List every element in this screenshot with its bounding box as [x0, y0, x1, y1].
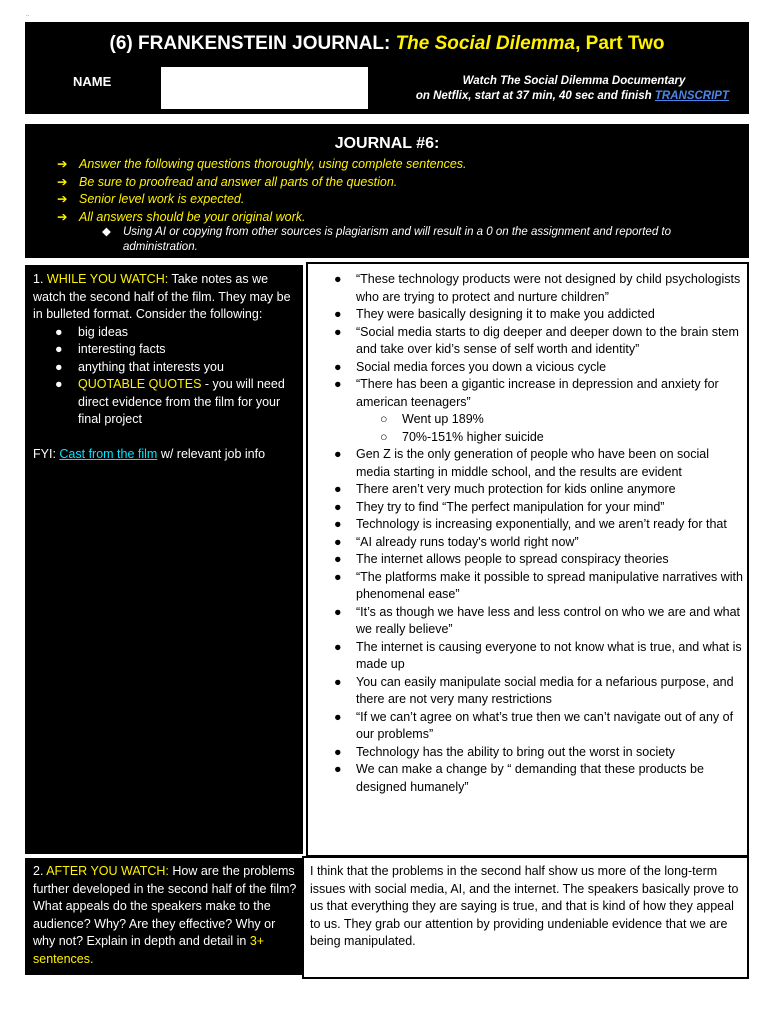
bullet-icon: ● — [334, 534, 342, 549]
note-text: “It’s as though we have less and less control on who we are and what we really believe” — [356, 604, 741, 636]
list-item — [334, 359, 744, 377]
list-item — [334, 516, 744, 534]
question-label: AFTER YOU WATCH: — [46, 864, 169, 878]
list-item — [334, 376, 744, 411]
diamond-bullet-icon: ◆ — [102, 226, 111, 238]
watch-line-2-text: on Netflix, start at 37 min, 40 sec and finish — [415, 90, 655, 102]
notes-list — [334, 271, 744, 796]
list-item-text: interesting facts — [78, 342, 166, 356]
list-item — [334, 551, 744, 569]
fyi-suffix: w/ relevant job info — [157, 446, 266, 461]
note-text: Gen Z is the only generation of people who have been on social media starting in middle school, and the results are evident — [356, 447, 710, 479]
bullet-icon: ● — [334, 762, 342, 776]
list-item — [334, 709, 744, 744]
list-item-text: big ideas — [78, 324, 129, 339]
list-item — [334, 499, 744, 517]
instruction-item — [57, 174, 737, 192]
quotable-quotes-label: QUOTABLE QUOTES — [78, 377, 202, 391]
note-text: Technology is increasing exponentially, and we aren’t ready for that — [356, 517, 727, 531]
bullet-icon: ● — [334, 499, 342, 514]
note-text: We can make a change by “ demanding that these products be designed humanely” — [356, 762, 704, 794]
note-text: “Social media starts to dig deeper and deeper down to the brain stem and take over kid’s sense of self worth and identity” — [356, 324, 739, 356]
note-text: They try to find “The perfect manipulation for your mind” — [356, 499, 665, 514]
note-text: You can easily manipulate social media for a nefarious purpose, and there are not very many restrictions — [356, 674, 734, 706]
bullet-icon: ● — [334, 377, 342, 391]
quotable-quotes-text: - you will need direct evidence from the film for your final project — [78, 377, 285, 426]
corner-mark: .. — [26, 12, 30, 18]
instruction-item — [57, 156, 737, 174]
note-text: The internet is causing everyone to not know what is true, and what is made up — [356, 639, 742, 671]
bullet-icon: ● — [334, 324, 342, 339]
instruction-text: Answer the following questions thoroughly, using complete sentences. — [79, 157, 467, 171]
list-item — [334, 744, 744, 762]
arrow-icon: ➔ — [57, 192, 68, 206]
list-item — [334, 761, 744, 796]
list-item — [334, 604, 744, 639]
bullet-icon: ● — [334, 447, 342, 461]
journal-instructions — [25, 124, 749, 258]
journal-title: JOURNAL #6: — [334, 135, 440, 152]
title-suffix: , Part Two — [575, 33, 665, 54]
list-item — [334, 481, 744, 499]
list-item — [33, 341, 295, 359]
bullet-icon: ● — [334, 359, 342, 374]
instruction-list — [57, 156, 737, 226]
list-item — [33, 324, 295, 342]
question-1-answer[interactable] — [306, 262, 749, 857]
question-2-answer[interactable] — [302, 856, 749, 979]
bullet-icon: ● — [55, 342, 63, 356]
bullet-icon: ● — [334, 307, 342, 321]
question-2-prompt — [25, 858, 303, 975]
note-text: “If we can’t agree on what’s true then we can’t navigate out of any of our problems” — [356, 709, 734, 741]
consider-list — [33, 324, 295, 429]
question-1-text — [33, 271, 295, 324]
bullet-icon: ● — [334, 744, 342, 759]
list-item — [33, 376, 295, 429]
watch-line-1: Watch The Social Dilemma Documentary — [462, 75, 686, 87]
bullet-icon: ● — [334, 639, 342, 654]
instruction-text: Be sure to proofread and answer all parts of the question. — [79, 174, 398, 189]
list-item — [334, 324, 744, 359]
bullet-icon: ● — [55, 359, 63, 374]
circle-bullet-icon: ○ — [380, 412, 388, 426]
sub-list-item — [334, 411, 744, 429]
question-label: WHILE YOU WATCH: — [46, 272, 169, 286]
sentence-requirement: 3+ sentences. — [33, 934, 265, 966]
list-item — [334, 306, 744, 324]
bullet-icon: ● — [334, 604, 342, 619]
list-item-text: anything that interests you — [78, 359, 224, 374]
note-text: Went up 189% — [402, 412, 484, 426]
name-field[interactable] — [161, 67, 368, 109]
name-label: NAME — [73, 74, 112, 89]
note-text: There aren’t very much protection for kids online anymore — [356, 482, 676, 496]
list-item — [33, 359, 295, 377]
list-item — [334, 674, 744, 709]
note-text: They were basically designing it to make you addicted — [356, 307, 655, 321]
list-item — [334, 569, 744, 604]
fyi-prefix: FYI: — [33, 446, 60, 461]
title-film: The Social Dilemma — [395, 33, 576, 54]
bullet-icon: ● — [334, 552, 342, 566]
note-text: “AI already runs today's world right now” — [356, 534, 579, 549]
bullet-icon: ● — [55, 324, 63, 339]
note-text: The internet allows people to spread conspiracy theories — [356, 552, 669, 566]
list-item — [334, 446, 744, 481]
note-text: Social media forces you down a vicious cycle — [356, 359, 607, 374]
bullet-icon: ● — [334, 517, 342, 531]
bullet-icon: ● — [334, 482, 342, 496]
note-text: “These technology products were not designed by child psychologists who are trying to protect and nurture children” — [356, 272, 741, 304]
answer-text: I think that the problems in the second half show us more of the long-term issues with social media, AI, and the internet. The speakers basically prove to us that everything they are saying is true, and that is kind of how they appeal to us. They grab our attention by providing undeniable evidence that we are being manipulated. — [310, 864, 739, 948]
bullet-icon: ● — [55, 377, 63, 391]
watch-instructions — [369, 74, 729, 104]
note-text: “The platforms make it possible to spread manipulative narratives with phenomenal ease” — [356, 569, 743, 601]
list-item — [334, 271, 744, 306]
plagiarism-note-text: Using AI or copying from other sources is plagiarism and will result in a 0 on the assignment and reported to administration. — [123, 226, 672, 253]
fyi-line — [33, 446, 295, 464]
list-item — [334, 639, 744, 674]
bullet-icon: ● — [334, 272, 342, 286]
watch-line-2 — [369, 89, 729, 104]
arrow-icon: ➔ — [57, 157, 68, 171]
note-text: Technology has the ability to bring out the worst in society — [356, 744, 675, 759]
question-prompt: How are the problems further developed in the second half of the film? What appeals do the speakers make to the audience? Why? Are they effective? Why or why not? Explain in depth and detail in — [33, 864, 297, 948]
circle-bullet-icon: ○ — [380, 429, 388, 444]
question-1-prompt — [25, 265, 303, 854]
note-text: 70%-151% higher suicide — [402, 429, 544, 444]
plagiarism-note — [102, 225, 738, 255]
page-title — [25, 33, 749, 55]
bullet-icon: ● — [334, 569, 342, 584]
header-banner — [25, 22, 749, 114]
question-number: 1. — [33, 272, 47, 286]
cast-link[interactable]: Cast from the film — [59, 446, 158, 461]
question-prompt: Take notes as we watch the second half of the film. They may be in bulleted format. Consider the following: — [33, 272, 291, 321]
sub-list-item — [334, 429, 744, 447]
instruction-item — [57, 191, 737, 209]
bullet-icon: ● — [334, 674, 342, 689]
list-item — [334, 534, 744, 552]
instruction-text: All answers should be your original work. — [79, 209, 306, 224]
bullet-icon: ● — [334, 709, 342, 724]
question-number: 2. — [33, 864, 47, 878]
note-text: “There has been a gigantic increase in depression and anxiety for american teenagers” — [356, 377, 719, 409]
instruction-item — [57, 209, 737, 227]
transcript-link[interactable]: TRANSCRIPT — [654, 90, 729, 102]
instruction-text: Senior level work is expected. — [79, 192, 245, 206]
arrow-icon: ➔ — [57, 209, 68, 224]
title-prefix: (6) FRANKENSTEIN JOURNAL: — [109, 33, 396, 54]
arrow-icon: ➔ — [57, 174, 68, 189]
